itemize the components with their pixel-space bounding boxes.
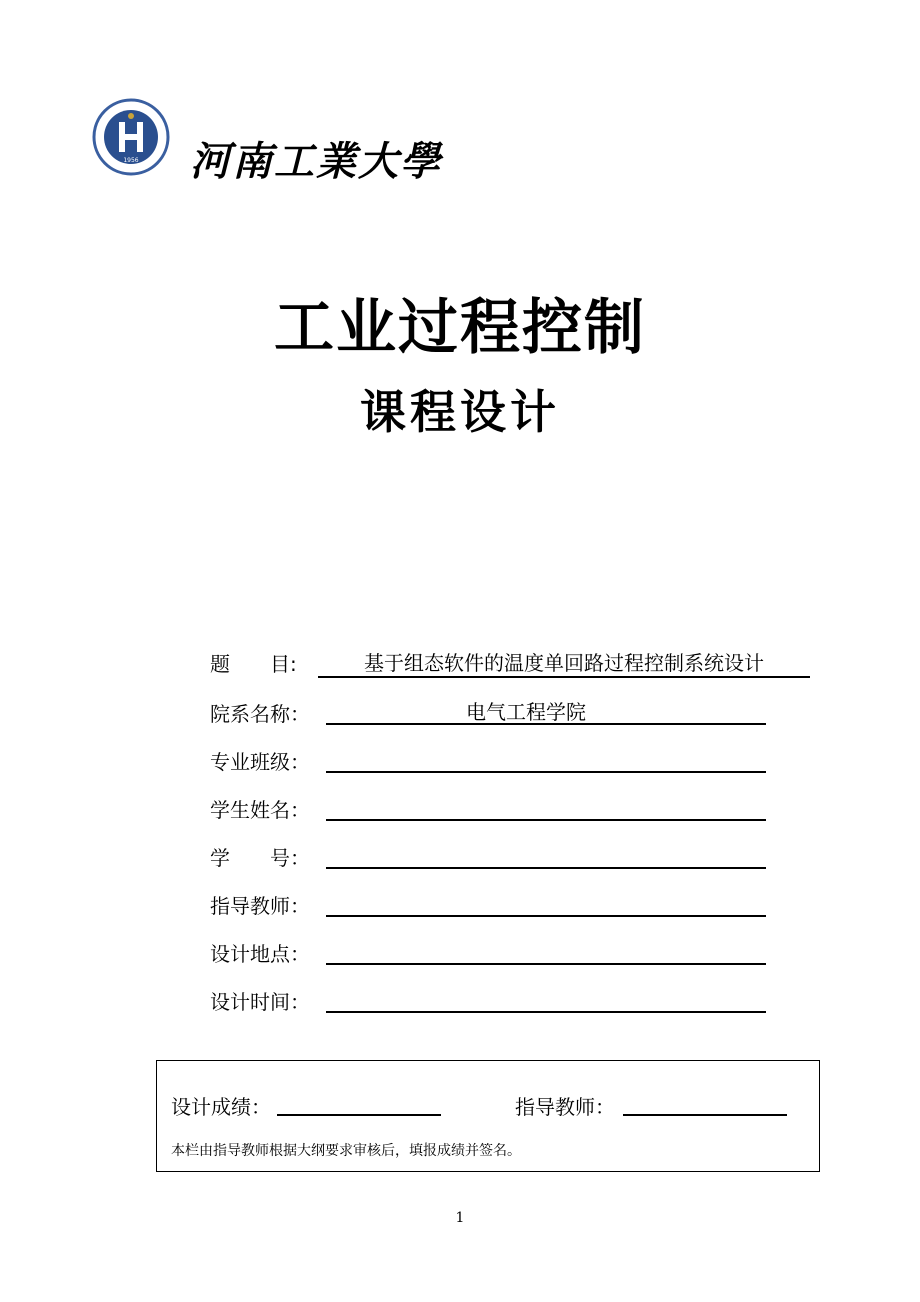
university-name: 河南工業大學 <box>190 138 442 185</box>
topic-value[interactable]: 基于组态软件的温度单回路过程控制系统设计 <box>318 650 810 678</box>
student-id-label: 学 号： <box>210 846 310 870</box>
grade-teacher-label: 指导教师： <box>515 1095 615 1119</box>
grade-teacher-field[interactable] <box>623 1114 787 1116</box>
logo-year: 1956 <box>123 157 139 164</box>
advisor-field[interactable] <box>326 915 766 917</box>
advisor-label: 指导教师： <box>210 894 310 918</box>
grade-field[interactable] <box>277 1114 441 1116</box>
grade-label: 设计成绩： <box>171 1095 271 1119</box>
student-name-label: 学生姓名： <box>210 798 310 822</box>
grade-box <box>156 1060 820 1172</box>
student-id-field[interactable] <box>326 867 766 869</box>
topic-label: 题 目: <box>210 652 297 676</box>
time-field[interactable] <box>326 1011 766 1013</box>
course-title: 工业过程控制 <box>274 293 646 363</box>
university-logo <box>92 98 170 176</box>
student-name-field[interactable] <box>326 819 766 821</box>
time-label: 设计时间： <box>210 990 310 1014</box>
department-value[interactable]: 电气工程学院 <box>466 700 586 724</box>
page-number: 1 <box>455 1210 465 1226</box>
class-label: 专业班级： <box>210 750 310 774</box>
location-label: 设计地点： <box>210 942 310 966</box>
department-label: 院系名称： <box>210 702 310 726</box>
course-subtitle: 课程设计 <box>360 385 560 439</box>
location-field[interactable] <box>326 963 766 965</box>
class-field[interactable] <box>326 771 766 773</box>
grade-note: 本栏由指导教师根据大纲要求审核后，填报成绩并签名。 <box>171 1143 521 1159</box>
